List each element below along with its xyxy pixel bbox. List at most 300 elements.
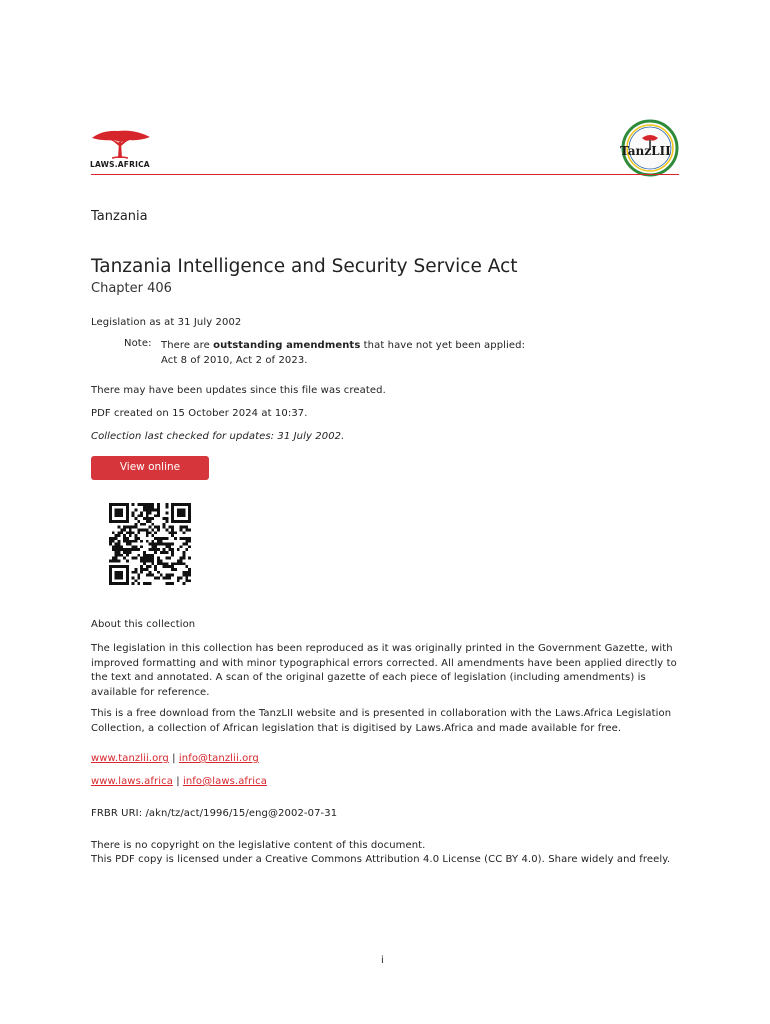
qr-module	[177, 560, 180, 563]
qr-module	[166, 545, 169, 548]
qr-module	[183, 571, 186, 574]
note-amendments: Act 8 of 2010, Act 2 of 2023.	[161, 355, 308, 366]
qr-module	[149, 557, 152, 560]
qr-module	[166, 503, 169, 506]
qr-module	[109, 582, 112, 585]
qr-module	[146, 520, 149, 523]
qr-module	[157, 514, 160, 517]
qr-module	[146, 534, 149, 537]
qr-module	[149, 548, 152, 551]
qr-module	[117, 526, 120, 529]
qr-module	[143, 506, 146, 509]
qr-module	[168, 526, 171, 529]
qr-module	[117, 543, 120, 546]
qr-module	[166, 543, 169, 546]
tanzlii-email-link[interactable]: info@tanzlii.org	[178, 753, 259, 764]
link-separator: |	[172, 776, 183, 787]
qr-module	[123, 520, 126, 523]
legislation-as-at: Legislation as at 31 July 2002	[91, 317, 242, 328]
qr-module	[183, 574, 186, 577]
qr-module	[149, 520, 152, 523]
qr-module	[134, 509, 137, 512]
qr-module	[157, 528, 160, 531]
qr-module	[132, 577, 135, 580]
qr-module	[112, 582, 115, 585]
qr-module	[109, 506, 112, 509]
qr-module	[149, 554, 152, 557]
qr-module	[163, 523, 166, 526]
qr-module	[115, 537, 118, 540]
note-label: Note:	[124, 338, 152, 349]
qr-module	[117, 551, 120, 554]
qr-module	[188, 520, 191, 523]
laws-africa-logo	[88, 128, 154, 172]
qr-module	[188, 537, 191, 540]
qr-module	[146, 554, 149, 557]
qr-module	[166, 577, 169, 580]
qr-module	[140, 545, 143, 548]
qr-module	[117, 545, 120, 548]
qr-module	[120, 554, 123, 557]
qr-module	[126, 551, 129, 554]
qr-module	[174, 531, 177, 534]
qr-module	[112, 531, 115, 534]
qr-module	[188, 574, 191, 577]
qr-module	[132, 511, 135, 514]
qr-module	[146, 540, 149, 543]
qr-module	[160, 543, 163, 546]
qr-module	[126, 537, 129, 540]
qr-module	[134, 579, 137, 582]
qr-module	[134, 523, 137, 526]
qr-module	[180, 545, 183, 548]
qr-module	[115, 534, 118, 537]
qr-module	[151, 528, 154, 531]
qr-module	[168, 545, 171, 548]
qr-module	[185, 543, 188, 546]
qr-module	[168, 531, 171, 534]
qr-module	[120, 545, 123, 548]
qr-module	[126, 506, 129, 509]
qr-module	[157, 557, 160, 560]
qr-module	[163, 577, 166, 580]
qr-module	[157, 537, 160, 540]
qr-module	[115, 511, 118, 514]
qr-module	[140, 565, 143, 568]
qr-module	[171, 562, 174, 565]
collection-checked: Collection last checked for updates: 31 July 2002.	[91, 431, 345, 442]
qr-module	[137, 503, 140, 506]
qr-module	[123, 548, 126, 551]
qr-module	[151, 534, 154, 537]
qr-module	[171, 511, 174, 514]
qr-module	[120, 514, 123, 517]
qr-module	[123, 528, 126, 531]
qr-module	[129, 531, 132, 534]
qr-module	[134, 571, 137, 574]
qr-module	[126, 531, 129, 534]
qr-module	[120, 574, 123, 577]
qr-module	[115, 509, 118, 512]
qr-module	[146, 557, 149, 560]
qr-module	[115, 543, 118, 546]
qr-module	[132, 540, 135, 543]
qr-module	[171, 514, 174, 517]
qr-module	[120, 571, 123, 574]
qr-module	[166, 562, 169, 565]
qr-module	[117, 503, 120, 506]
qr-module	[157, 540, 160, 543]
qr-module	[149, 560, 152, 563]
qr-module	[115, 503, 118, 506]
qr-module	[134, 545, 137, 548]
qr-module	[180, 503, 183, 506]
qr-module	[126, 503, 129, 506]
qr-module	[157, 543, 160, 546]
qr-module	[115, 574, 118, 577]
qr-module	[163, 565, 166, 568]
qr-module	[143, 528, 146, 531]
qr-module	[166, 511, 169, 514]
qr-module	[109, 574, 112, 577]
view-online-button[interactable]: View online	[91, 456, 209, 480]
note-text	[161, 338, 525, 368]
qr-module	[117, 514, 120, 517]
qr-module	[154, 577, 157, 580]
qr-module	[112, 565, 115, 568]
country-label: Tanzania	[91, 209, 148, 224]
qr-module	[146, 503, 149, 506]
qr-module	[157, 526, 160, 529]
qr-module	[171, 554, 174, 557]
qr-module	[185, 571, 188, 574]
qr-module	[137, 554, 140, 557]
qr-module	[151, 509, 154, 512]
qr-module	[188, 503, 191, 506]
qr-module	[149, 531, 152, 534]
qr-module	[120, 528, 123, 531]
note-pre: There are	[161, 340, 214, 351]
qr-module	[177, 509, 180, 512]
tanzlii-website-link[interactable]: www.tanzlii.org	[91, 753, 169, 764]
qr-module	[171, 551, 174, 554]
qr-module	[183, 543, 186, 546]
qr-module	[157, 506, 160, 509]
qr-module	[177, 514, 180, 517]
qr-module	[120, 511, 123, 514]
qr-module	[140, 568, 143, 571]
qr-module	[185, 577, 188, 580]
qr-module	[171, 503, 174, 506]
qr-module	[171, 520, 174, 523]
qr-module	[112, 537, 115, 540]
qr-module	[134, 548, 137, 551]
tanzlii-links	[91, 753, 259, 764]
qr-module	[174, 520, 177, 523]
qr-module	[137, 574, 140, 577]
qr-module	[109, 571, 112, 574]
qr-module	[149, 574, 152, 577]
qr-module	[137, 577, 140, 580]
lawsafrica-email-link[interactable]: info@laws.africa	[182, 776, 267, 787]
qr-module	[154, 545, 157, 548]
lawsafrica-links	[91, 776, 267, 787]
qr-module	[143, 523, 146, 526]
qr-module	[126, 514, 129, 517]
qr-module	[183, 582, 186, 585]
qr-module	[117, 509, 120, 512]
qr-module	[117, 582, 120, 585]
qr-module	[126, 571, 129, 574]
qr-module	[146, 574, 149, 577]
qr-module	[140, 571, 143, 574]
qr-module	[154, 531, 157, 534]
qr-module	[146, 528, 149, 531]
qr-module	[115, 565, 118, 568]
qr-module	[157, 560, 160, 563]
qr-module	[168, 582, 171, 585]
qr-module	[120, 582, 123, 585]
qr-module	[157, 509, 160, 512]
qr-module	[180, 509, 183, 512]
qr-module	[140, 540, 143, 543]
qr-module	[109, 511, 112, 514]
qr-module	[171, 506, 174, 509]
qr-module	[115, 548, 118, 551]
qr-module	[166, 506, 169, 509]
qr-module	[117, 534, 120, 537]
copyright-line-2: This PDF copy is licensed under a Creative Commons Attribution 4.0 License (CC BY 4.0). Share widely and freely.	[91, 854, 671, 865]
qr-module	[151, 557, 154, 560]
qr-module	[129, 543, 132, 546]
qr-module	[185, 537, 188, 540]
qr-module	[123, 503, 126, 506]
qr-module	[120, 531, 123, 534]
qr-module	[177, 511, 180, 514]
qr-module	[109, 509, 112, 512]
qr-module	[115, 577, 118, 580]
qr-module	[109, 577, 112, 580]
qr-module	[177, 579, 180, 582]
qr-module	[185, 520, 188, 523]
qr-module	[180, 537, 183, 540]
qr-module	[177, 520, 180, 523]
qr-module	[126, 520, 129, 523]
qr-module	[143, 509, 146, 512]
qr-module	[146, 506, 149, 509]
qr-module	[180, 528, 183, 531]
qr-module	[109, 520, 112, 523]
qr-module	[146, 568, 149, 571]
qr-module	[126, 540, 129, 543]
qr-module	[171, 543, 174, 546]
chapter-label: Chapter 406	[91, 281, 172, 296]
qr-module	[160, 537, 163, 540]
qr-module	[183, 503, 186, 506]
qr-module	[163, 543, 166, 546]
qr-module	[140, 503, 143, 506]
qr-module	[154, 568, 157, 571]
qr-module	[180, 560, 183, 563]
qr-module	[126, 554, 129, 557]
qr-module	[151, 517, 154, 520]
qr-module	[160, 562, 163, 565]
qr-module	[115, 551, 118, 554]
qr-module	[117, 520, 120, 523]
qr-module	[185, 574, 188, 577]
qr-module	[185, 528, 188, 531]
qr-module	[174, 568, 177, 571]
qr-module	[143, 568, 146, 571]
qr-module	[134, 517, 137, 520]
qr-module	[166, 537, 169, 540]
qr-module	[140, 514, 143, 517]
qr-module	[168, 565, 171, 568]
qr-module	[146, 517, 149, 520]
note-post: that have not yet been applied:	[360, 340, 526, 351]
qr-module	[109, 565, 112, 568]
qr-module	[160, 560, 163, 563]
qr-module	[149, 565, 152, 568]
qr-module	[126, 526, 129, 529]
qr-module	[188, 509, 191, 512]
qr-module	[151, 562, 154, 565]
qr-module	[109, 514, 112, 517]
qr-module	[134, 557, 137, 560]
qr-module	[132, 526, 135, 529]
lawsafrica-website-link[interactable]: www.laws.africa	[91, 776, 173, 787]
qr-module	[151, 560, 154, 563]
qr-module	[117, 560, 120, 563]
qr-module	[154, 548, 157, 551]
qr-module	[180, 520, 183, 523]
qr-module	[185, 565, 188, 568]
qr-module	[151, 503, 154, 506]
qr-module	[126, 560, 129, 563]
qr-module	[117, 554, 120, 557]
qr-module	[183, 554, 186, 557]
qr-module	[185, 503, 188, 506]
qr-module	[151, 523, 154, 526]
qr-module	[112, 548, 115, 551]
qr-module	[171, 517, 174, 520]
qr-module	[140, 557, 143, 560]
qr-module	[117, 574, 120, 577]
qr-module	[112, 557, 115, 560]
qr-module	[123, 565, 126, 568]
qr-module	[120, 520, 123, 523]
qr-module	[183, 514, 186, 517]
qr-module	[177, 503, 180, 506]
qr-module	[183, 551, 186, 554]
qr-module	[183, 562, 186, 565]
qr-module	[157, 562, 160, 565]
qr-module	[146, 511, 149, 514]
document-title: Tanzania Intelligence and Security Service Act	[91, 256, 518, 277]
qr-module	[166, 528, 169, 531]
qr-module	[129, 551, 132, 554]
qr-module	[129, 540, 132, 543]
qr-module	[168, 543, 171, 546]
qr-module	[171, 548, 174, 551]
qr-module	[123, 537, 126, 540]
qr-module	[132, 571, 135, 574]
qr-module	[137, 548, 140, 551]
qr-module	[149, 571, 152, 574]
qr-module	[174, 537, 177, 540]
qr-module	[157, 548, 160, 551]
qr-module	[157, 503, 160, 506]
qr-module	[112, 503, 115, 506]
qr-module	[109, 537, 112, 540]
qr-module	[123, 526, 126, 529]
qr-module	[171, 531, 174, 534]
qr-module	[123, 534, 126, 537]
qr-module	[171, 565, 174, 568]
qr-module	[171, 528, 174, 531]
qr-module	[174, 503, 177, 506]
qr-module	[143, 503, 146, 506]
qr-code[interactable]	[106, 503, 194, 585]
qr-module	[126, 568, 129, 571]
qr-module	[140, 511, 143, 514]
qr-module	[115, 560, 118, 563]
qr-module	[123, 540, 126, 543]
qr-module	[177, 562, 180, 565]
qr-module	[183, 537, 186, 540]
qr-module	[185, 540, 188, 543]
qr-module	[168, 577, 171, 580]
qr-module	[146, 509, 149, 512]
qr-module	[115, 582, 118, 585]
laws-africa-wordmark: LAWS.AFRICA	[90, 160, 150, 169]
qr-module	[126, 543, 129, 546]
qr-module	[137, 520, 140, 523]
qr-module	[188, 571, 191, 574]
qr-module	[163, 526, 166, 529]
qr-module	[188, 557, 191, 560]
qr-module	[143, 551, 146, 554]
qr-module	[143, 557, 146, 560]
qr-module	[146, 514, 149, 517]
qr-module	[115, 554, 118, 557]
qr-module	[137, 528, 140, 531]
qr-module	[185, 579, 188, 582]
link-separator: |	[168, 753, 179, 764]
qr-module	[183, 531, 186, 534]
qr-module	[134, 526, 137, 529]
qr-module	[157, 577, 160, 580]
qr-module	[137, 514, 140, 517]
frbr-uri: FRBR URI: /akn/tz/act/1996/15/eng@2002-07-31	[91, 808, 338, 819]
qr-module	[126, 579, 129, 582]
qr-module	[154, 537, 157, 540]
qr-module	[188, 506, 191, 509]
qr-module	[183, 509, 186, 512]
page-number: i	[381, 955, 384, 966]
qr-module	[149, 582, 152, 585]
qr-module	[180, 514, 183, 517]
qr-module	[134, 568, 137, 571]
copyright-line-1: There is no copyright on the legislative content of this document.	[91, 840, 426, 851]
header-divider	[91, 174, 679, 175]
qr-module	[180, 526, 183, 529]
qr-module	[166, 565, 169, 568]
qr-module	[151, 548, 154, 551]
qr-module	[188, 545, 191, 548]
qr-module	[151, 574, 154, 577]
qr-module	[188, 517, 191, 520]
